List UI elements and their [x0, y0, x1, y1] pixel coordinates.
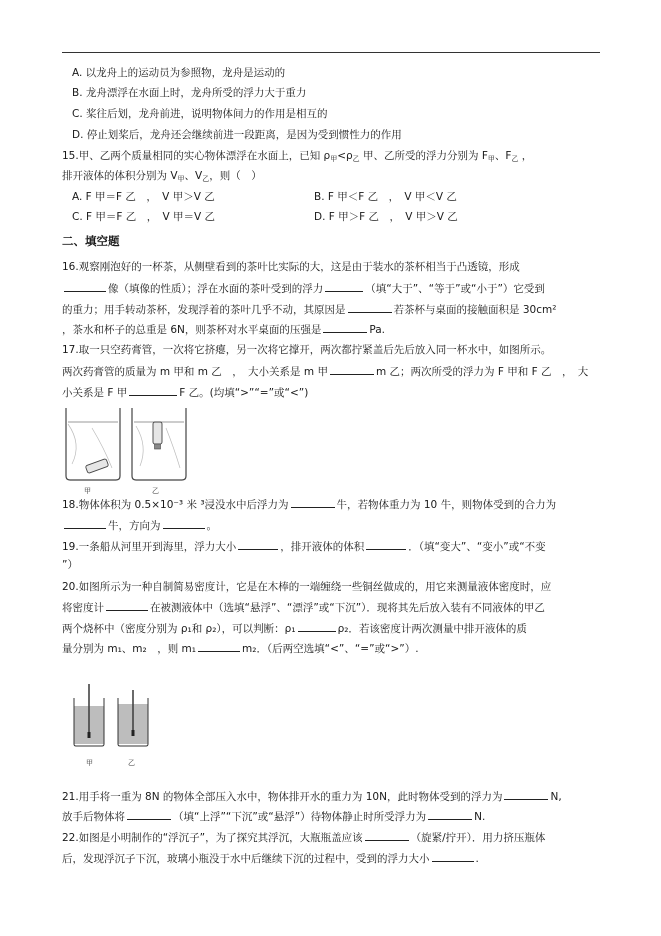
q20-line3	[62, 621, 527, 636]
answer-blank[interactable]	[291, 497, 335, 508]
q19-text: ．（填“变大”、“变小”或“不变	[408, 541, 546, 553]
section-title: 二、填空题	[62, 234, 120, 248]
answer-blank[interactable]	[428, 809, 472, 820]
beaker-yi	[118, 690, 148, 746]
answer-blank[interactable]	[432, 851, 474, 862]
q16-text: Pa.	[369, 324, 386, 336]
q21-text: N,	[550, 791, 562, 803]
beaker-yi	[132, 408, 186, 480]
q20-hydrometer-figure	[70, 682, 162, 750]
q20-text: 量分别为 m₁、m₂ ，则 m₁	[62, 643, 196, 655]
figure-label-jia: 甲	[86, 759, 93, 767]
answer-blank[interactable]	[298, 621, 336, 632]
q15-option-a: A. F 甲＝F 乙 ， V 甲＞V 乙	[72, 191, 215, 203]
answer-blank[interactable]	[365, 830, 409, 841]
q15-text: 排开液体的体积分别为 V	[62, 170, 178, 182]
sub-yi: 乙	[352, 155, 360, 163]
q18-line2	[62, 518, 217, 533]
answer-blank[interactable]	[106, 600, 148, 611]
q20-text: 在被测液体中（选填“悬浮”、“漂浮”或“下沉”）．现将其先后放入装有不同液体的甲乙	[150, 602, 545, 614]
q22-text: 22.如图是小明制作的“浮沉子”，为了探究其浮沉，大瓶瓶盖应该	[62, 832, 363, 844]
figure-label-yi: 乙	[128, 759, 135, 767]
q17-text: F 乙。(均填“>”“=”或“<”)	[179, 387, 309, 399]
q15-option-b: B. F 甲＜F 乙 ， V 甲＜V 乙	[314, 191, 457, 203]
q19-text: ，排开液体的体积	[280, 541, 365, 553]
q21-line1	[62, 789, 562, 804]
sub-yi: 乙	[511, 155, 519, 163]
answer-blank[interactable]	[366, 539, 406, 550]
answer-blank[interactable]	[127, 809, 171, 820]
q20-line2	[62, 600, 545, 615]
q15-stem-line1: 15.甲、乙两个质量相同的实心物体漂浮在水面上，已知 $\rho_甲<\rho_乙$ 甲、乙所受的浮力分别为 $F_甲$、$F_乙$ ，	[62, 150, 533, 163]
q14-option-a: A. 以龙舟上的运动员为参照物，龙舟是运动的	[72, 67, 286, 79]
q22-line1	[62, 830, 545, 845]
q15-stem-line2: 排开液体的体积分别为 $V_甲$、$V_乙$，则（ ）	[62, 170, 262, 183]
q20-line1: 20.如图所示为一种自制简易密度计，它是在木棒的一端缠绕一些铜丝做成的，用它来测量液体密度时，应	[62, 581, 552, 593]
q16-text: 的重力；用手转动茶杯，发现浮着的茶叶几乎不动，其原因是	[62, 304, 346, 316]
sub-jia: 甲	[487, 155, 495, 163]
q20-text: ρ₂．若该密度计两次测量中排开液体的质	[337, 623, 527, 635]
q19-line1	[62, 539, 546, 554]
q17-text: 小关系是 F 甲	[62, 387, 128, 399]
q18-text: 牛，方向为	[108, 520, 161, 532]
q14-option-b: B. 龙舟漂浮在水面上时，龙舟所受的浮力大于重力	[72, 87, 307, 99]
answer-blank[interactable]	[64, 281, 106, 292]
q16-text: （填“大于”、“等于”或“小于”）它受到	[365, 283, 545, 295]
q18-line1	[62, 497, 556, 512]
q15-text: 15.甲、乙两个质量相同的实心物体漂浮在水面上，已知 ρ	[62, 150, 331, 162]
q17-text: 两次药膏管的质量为 m 甲和 m 乙 ， 大小关系是 m 甲	[62, 366, 328, 378]
q16-line1: 16.观察刚泡好的一杯茶，从侧壁看到的茶叶比实际的大，这是由于装水的茶杯相当于凸透镜，形成	[62, 261, 520, 273]
q21-line2	[62, 809, 485, 824]
q16-text: 像（填像的性质）；浮在水面的茶叶受到的浮力	[108, 283, 324, 295]
q16-text: ，茶水和杯子的总重是 6N，则茶杯对水平桌面的压强是	[62, 324, 322, 336]
q19-line2: ”）	[62, 559, 78, 571]
q15-option-c: C. F 甲＝F 乙 ， V 甲＝V 乙	[72, 211, 216, 223]
q18-text: 牛，若物体重力为 10 牛，则物体受到的合力为	[336, 499, 557, 511]
beaker-jia	[74, 684, 104, 746]
q21-text: 放手后物体将	[62, 811, 125, 823]
sub-jia: 甲	[177, 175, 185, 183]
q16-line2	[62, 281, 545, 296]
q20-text: 两个烧杯中（密度分别为 ρ₁和 ρ₂），可以判断：ρ₁	[62, 623, 296, 635]
q17-line3	[62, 385, 308, 400]
q18-text: 。	[206, 520, 217, 532]
sub-jia: 甲	[330, 155, 338, 163]
answer-blank[interactable]	[323, 322, 367, 333]
q20-line4	[62, 641, 419, 656]
q15-option-d: D. F 甲＞F 乙 ， V 甲＞V 乙	[314, 211, 458, 223]
q20-text: 将密度计	[62, 602, 104, 614]
q17-text: m 乙；两次所受的浮力为 F 甲和 F 乙 ， 大	[375, 366, 589, 378]
figure-label-jia: 甲	[84, 487, 91, 495]
answer-blank[interactable]	[348, 302, 392, 313]
q21-text: 21.用手将一重为 8N 的物体全部压入水中，物体排开水的重力为 10N，此时物体受到的浮力为	[62, 791, 503, 803]
q17-line1: 17.取一只空药膏管，一次将它挤瘪，另一次将它撑开，两次都拧紧盖后先后放入同一杯水中，如图所示。	[62, 344, 552, 356]
answer-blank[interactable]	[330, 364, 374, 375]
sub-yi: 乙	[202, 175, 210, 183]
q20-text: m₂．（后两空选填“<”、“=”或“>”）.	[242, 643, 419, 655]
answer-blank[interactable]	[504, 789, 548, 800]
q17-beakers-figure	[62, 404, 192, 484]
answer-blank[interactable]	[129, 385, 177, 396]
q15-text: 甲、乙所受的浮力分别为 F	[359, 150, 488, 162]
q19-text: 19.一条船从河里开到海里，浮力大小	[62, 541, 237, 553]
figure-label-yi: 乙	[152, 487, 159, 495]
q15-text: ，则（ ）	[209, 170, 262, 182]
q22-line2	[62, 851, 479, 866]
q18-text: 18.物体体积为 0.5×10⁻³ 米 ³浸没水中后浮力为	[62, 499, 289, 511]
answer-blank[interactable]	[238, 539, 278, 550]
answer-blank[interactable]	[198, 641, 240, 652]
answer-blank[interactable]	[64, 518, 106, 529]
q22-text: 后，发现浮沉子下沉，玻璃小瓶没于水中后继续下沉的过程中，受到的浮力大小	[62, 853, 430, 865]
beaker-jia	[66, 408, 120, 480]
q16-text: 若茶杯与桌面的接触面积是 30cm²	[393, 304, 557, 316]
answer-blank[interactable]	[163, 518, 205, 529]
q17-line2	[62, 364, 588, 379]
q14-option-d: D. 停止划桨后，龙舟还会继续前进一段距离，是因为受到惯性力的作用	[72, 129, 402, 141]
answer-blank[interactable]	[325, 281, 363, 292]
q16-line3	[62, 302, 556, 317]
q16-line4	[62, 322, 385, 337]
q15-text: ，	[518, 150, 533, 162]
q14-option-c: C. 桨往后划，龙舟前进，说明物体间力的作用是相互的	[72, 108, 328, 120]
header-rule	[62, 52, 600, 53]
q22-text: （旋紧/拧开）．用力挤压瓶体	[410, 832, 546, 844]
q21-text: N.	[474, 811, 486, 823]
q21-text: （填“上浮”“下沉”或“悬浮”）待物体静止时所受浮力为	[173, 811, 427, 823]
q22-text: .	[475, 853, 479, 865]
